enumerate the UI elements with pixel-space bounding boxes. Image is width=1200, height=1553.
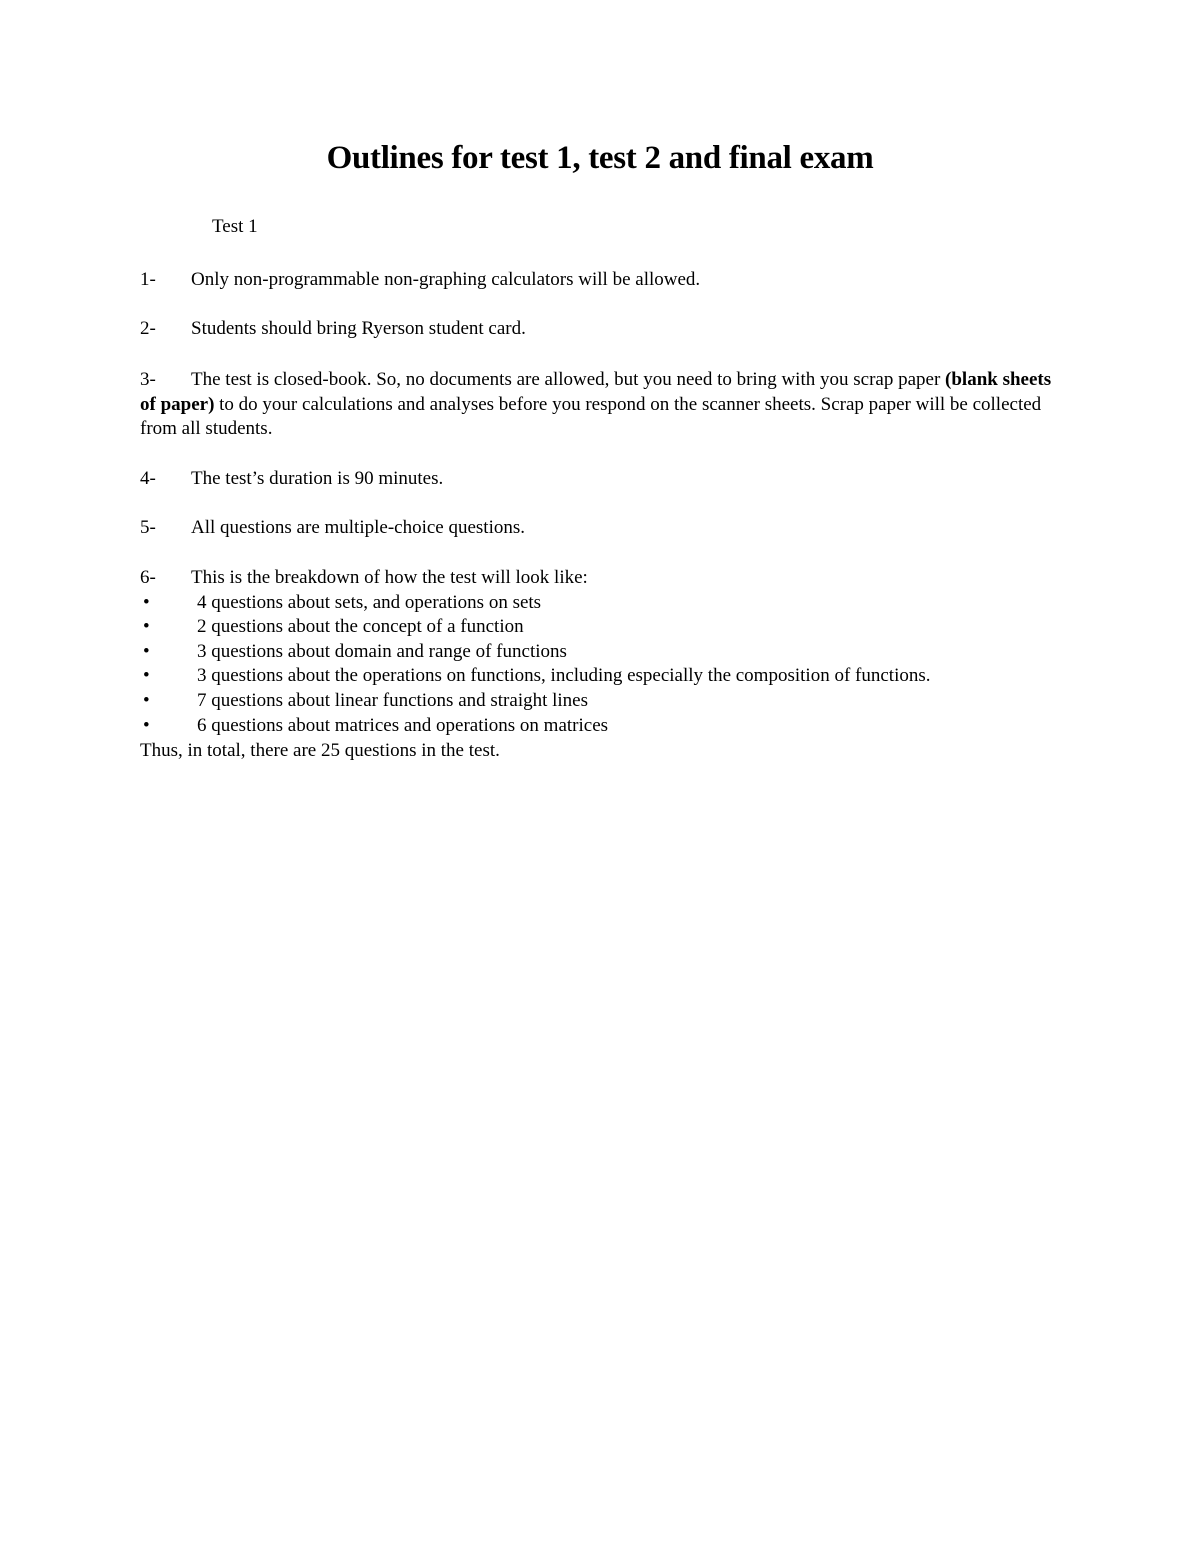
list-item bbox=[140, 566, 1060, 591]
item-text: Students should bring Ryerson student card. bbox=[191, 318, 526, 339]
list-item bbox=[140, 368, 1060, 442]
bullet-icon: • bbox=[143, 665, 150, 686]
item-number: 5- bbox=[140, 517, 156, 538]
item-number: 2- bbox=[140, 318, 156, 339]
item-bold-text: (blank sheets of paper) bbox=[140, 369, 1052, 415]
breakdown-text: 3 questions about domain and range of functions bbox=[197, 641, 567, 662]
breakdown-item bbox=[140, 615, 1060, 640]
bullet-icon: • bbox=[143, 592, 150, 613]
breakdown-item bbox=[140, 591, 1060, 616]
item-text-continued: to do your calculations and analyses before you respond on the scanner sheets. Scrap paper will be collected from all students. bbox=[140, 393, 1042, 439]
breakdown-text: 2 questions about the concept of a function bbox=[197, 616, 524, 637]
bullet-icon: • bbox=[143, 690, 150, 711]
breakdown-item bbox=[140, 664, 1060, 689]
item-number: 4- bbox=[140, 468, 156, 489]
page-title: Outlines for test 1, test 2 and final exam bbox=[326, 140, 874, 176]
item-number: 6- bbox=[140, 567, 156, 588]
item-text: All questions are multiple-choice questions. bbox=[191, 517, 526, 538]
item-number: 3- bbox=[140, 369, 156, 390]
item-text: Only non-programmable non-graphing calculators will be allowed. bbox=[191, 269, 701, 290]
bullet-icon: • bbox=[143, 715, 150, 736]
bullet-icon: • bbox=[143, 616, 150, 637]
summary-text: Thus, in total, there are 25 questions in the test. bbox=[140, 740, 500, 761]
breakdown-text: 3 questions about the operations on functions, including especially the composition of functions. bbox=[197, 665, 931, 686]
breakdown-item bbox=[140, 714, 1060, 739]
list-item bbox=[140, 268, 1060, 293]
list-item bbox=[140, 317, 1060, 342]
item-text: The test is closed-book. So, no documents are allowed, but you need to bring with you scrap paper bbox=[191, 369, 941, 390]
list-item bbox=[140, 516, 1060, 541]
breakdown-item bbox=[140, 689, 1060, 714]
breakdown-item bbox=[140, 640, 1060, 665]
item-text: This is the breakdown of how the test will look like: bbox=[191, 567, 588, 588]
bullet-icon: • bbox=[143, 641, 150, 662]
breakdown-text: 4 questions about sets, and operations on sets bbox=[197, 592, 542, 613]
breakdown-text: 6 questions about matrices and operations on matrices bbox=[197, 715, 609, 736]
list-item bbox=[140, 467, 1060, 492]
item-number: 1- bbox=[140, 269, 156, 290]
breakdown-text: 7 questions about linear functions and straight lines bbox=[197, 690, 589, 711]
item-text: The test’s duration is 90 minutes. bbox=[191, 468, 444, 489]
section-heading: Test 1 bbox=[212, 216, 258, 237]
